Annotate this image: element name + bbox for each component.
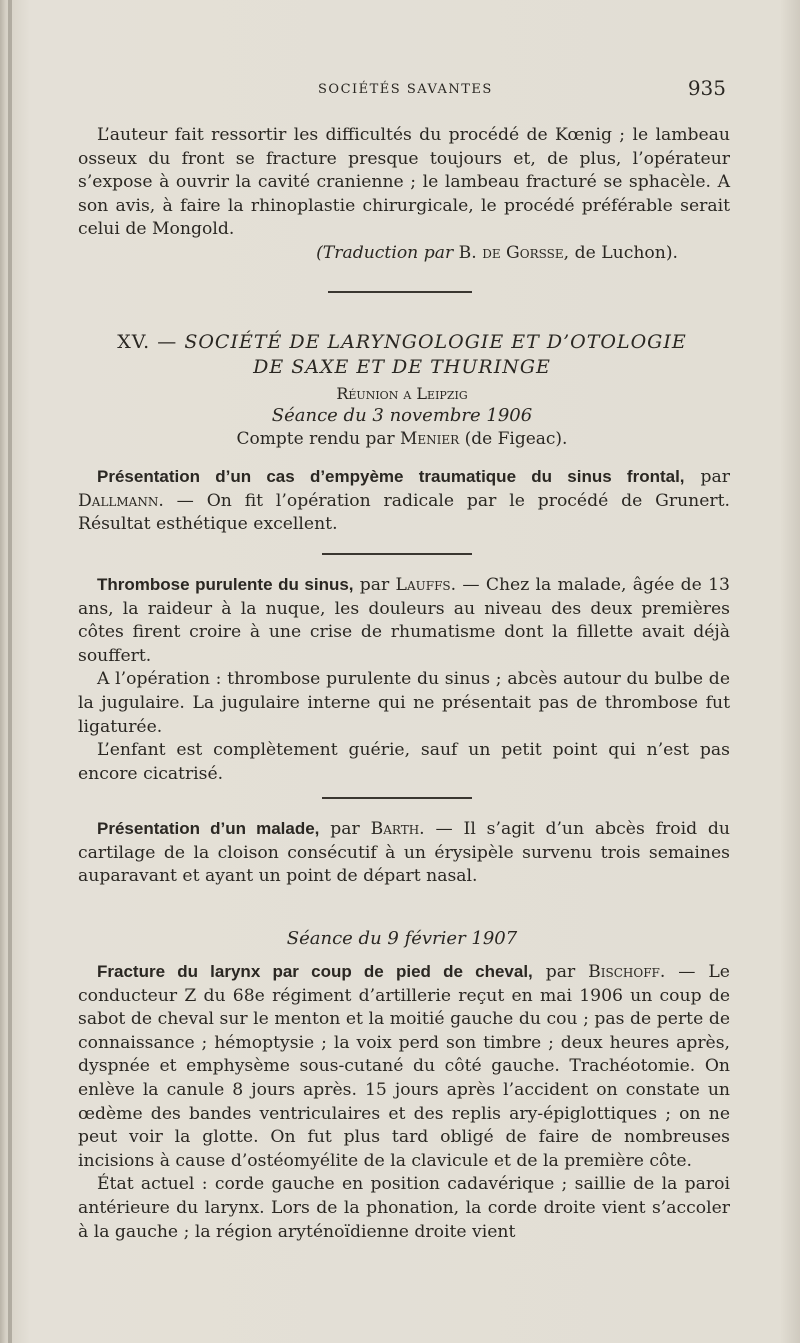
divider-2 [322, 553, 472, 555]
article-3 [78, 817, 730, 889]
section-number: XV. — [117, 331, 178, 353]
article-4-by: par [545, 962, 576, 982]
article-4-author: Bischoff [588, 962, 660, 982]
article-3-by: par [330, 819, 360, 839]
section-title-line2: DE SAXE ET DE THURINGE [253, 356, 551, 378]
intro-block [78, 124, 730, 266]
article-4-para2: État actuel : corde gauche en position cadavérique ; saillie de la paroi antérieure du larynx. Lors de la phonation, la corde droite vient s’accoler à la gauche ; la région aryténoïdienne droite vient [78, 1174, 730, 1242]
report-credit [78, 428, 726, 450]
divider-1 [328, 291, 472, 293]
article-4-text: . — Le conducteur Z du 68e régiment d’artillerie reçut en mai 1906 un coup de sabot de cheval sur le menton et la moitié gauche du cou ; pas de perte de connaissance ; hémoptysie ; la voix perd son timbre ; deux heures après, dyspnée et emphysème sous-cutané du côté gauche. Trachéotomie. On enlève la canule 8 jours après. 15 jours après l’accident on constate un œdème des bandes ventriculaires et des replis ary-épiglottiques ; on ne peut voir la glotte. On fut plus tard obligé de faire de nombreuses incisions à cause d’ostéomyélite de la clavicule et de la première côte. [78, 962, 730, 1171]
article-2-by: par [359, 575, 390, 595]
article-1-title: Présentation d’un cas d’empyème traumatique du sinus frontal, [97, 467, 685, 486]
article-2-title: Thrombose purulente du sinus, [97, 575, 354, 594]
translation-prefix: (Traduction par [316, 242, 454, 263]
report-prefix: Compte rendu par [236, 429, 395, 449]
running-title: SOCIÉTÉS SAVANTES [318, 82, 493, 97]
article-4-title: Fracture du larynx par coup de pied de cheval, [97, 962, 533, 981]
translation-suffix: , de Luchon). [563, 242, 678, 263]
report-suffix: (de Figeac). [464, 429, 568, 449]
article-1 [78, 465, 730, 537]
meeting-place: Réunion a Leipzig [336, 384, 468, 403]
reporter-name: Menier [400, 429, 460, 449]
running-header [78, 76, 726, 102]
translation-credit [78, 242, 730, 266]
article-1-text: . — On fit l’opération radicale par le procédé de Grunert. Résultat esthétique excellent. [78, 490, 730, 535]
article-3-text: . — Il s’agit d’un abcès froid du cartilage de la cloison consécutif à un érysipèle survenu trois semaines auparavant et ayant un point de départ nasal. [78, 819, 730, 887]
article-2-author: Lauffs [395, 575, 451, 595]
intro-paragraph: L’auteur fait ressortir les difficultés du procédé de Kœnig ; le lambeau osseux du front se fracture presque toujours et, de plus, l’opérateur s’expose à ouvrir la cavité cranienne ; le lambeau fracturé se sphacèle. A son avis, à faire la rhinoplastie chirurgicale, le procédé préférable serait celui de Mongold. [78, 125, 730, 240]
session-2-date: Séance du 9 février 1907 [286, 928, 518, 949]
article-3-title: Présentation d’un malade, [97, 819, 320, 838]
article-1-author: Dallmann [78, 490, 159, 511]
divider-3 [322, 797, 472, 799]
translator-name: B. de Gorsse [458, 242, 564, 263]
session-date: Séance du 3 novembre 1906 [271, 405, 533, 426]
article-1-by: par [700, 467, 731, 487]
section-title-line1: SOCIÉTÉ DE LARYNGOLOGIE ET D’OTOLOGIE [184, 331, 687, 353]
article-2-para3: L’enfant est complètement guérie, sauf un petit point qui n’est pas encore cicatrisé. [78, 740, 730, 784]
article-2-text: . — Chez la malade, âgée de 13 ans, la raideur à la nuque, les douleurs au niveau des deux premières côtes firent croire à une crise de rhumatisme dont la fillette avait déjà souffert. [78, 575, 730, 666]
page-edge-shadow [8, 0, 12, 1343]
article-4 [78, 960, 730, 1244]
article-2 [78, 573, 730, 786]
article-2-para2: A l’opération : thrombose purulente du sinus ; abcès autour du bulbe de la jugulaire. La jugulaire interne qui ne présentait pas de thrombose fut ligaturée. [78, 669, 730, 737]
section-heading [78, 330, 726, 354]
article-3-author: Barth [370, 819, 420, 839]
page-number: 935 [687, 76, 726, 100]
